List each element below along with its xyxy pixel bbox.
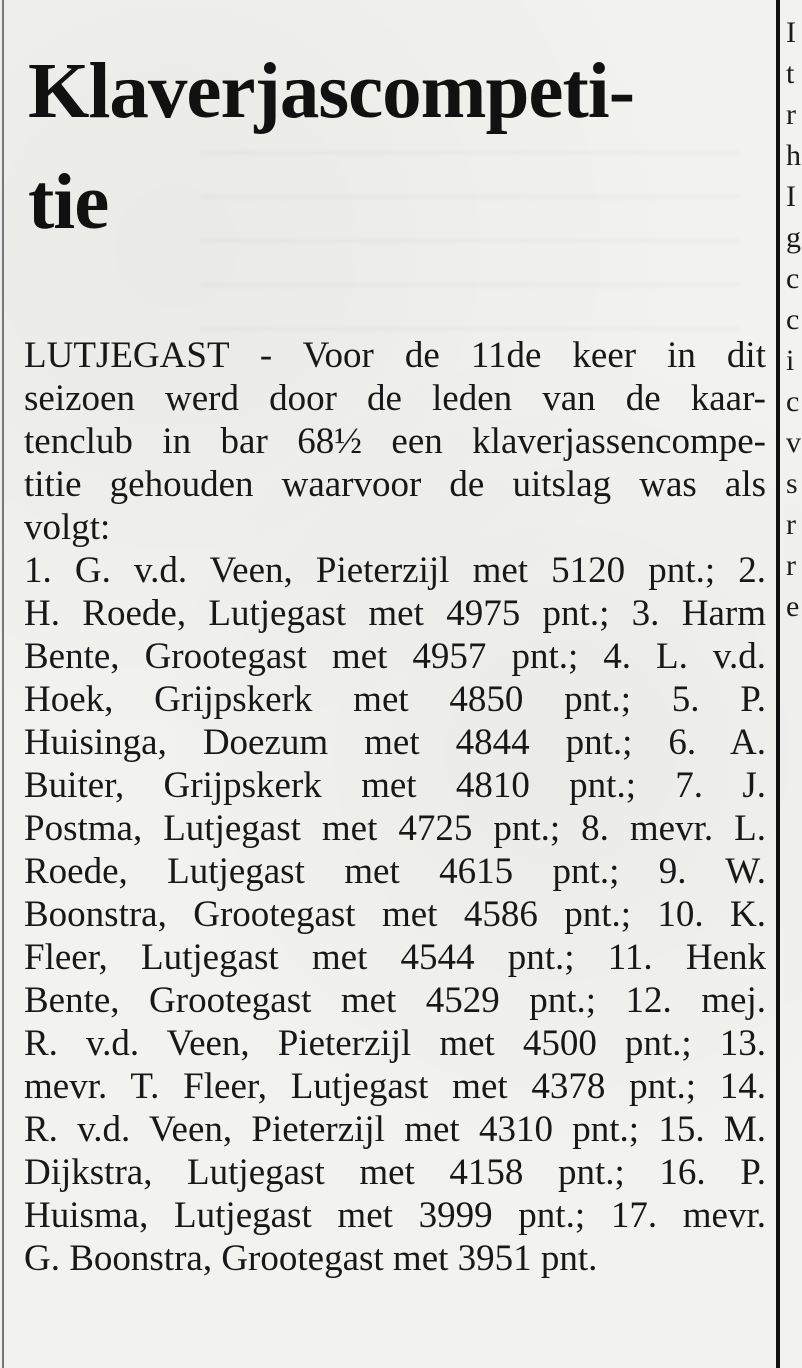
article-line: tenclub in bar 68½ een klaverjassencompe- (24, 421, 766, 462)
adjacent-column-char: c (786, 262, 800, 295)
article-body (24, 334, 766, 1280)
article-line: LUTJEGAST - Voor de 11de keer in dit (24, 335, 766, 376)
article-line: Fleer, Lutjegast met 4544 pnt.; 11. Henk (24, 937, 766, 978)
article-line: Boonstra, Grootegast met 4586 pnt.; 10. K. (24, 894, 766, 935)
adjacent-column-char: r (786, 508, 796, 541)
article-line: Dijkstra, Lutjegast met 4158 pnt.; 16. P. (24, 1152, 766, 1193)
adjacent-column-char: v (786, 426, 801, 459)
article-line: titie gehouden waarvoor de uitslag was als (24, 464, 766, 505)
article-line: R. v.d. Veen, Pieterzijl met 4500 pnt.; 13. (24, 1023, 766, 1064)
headline-line-2: tie (28, 159, 109, 246)
adjacent-column-char: h (786, 139, 801, 172)
article-line: H. Roede, Lutjegast met 4975 pnt.; 3. Harm (24, 593, 766, 634)
adjacent-column-char: I (786, 16, 796, 49)
article-line: Huisma, Lutjegast met 3999 pnt.; 17. mevr. (24, 1195, 766, 1236)
article-line: seizoen werd door de leden van de kaar- (24, 378, 766, 419)
article-line: Bente, Grootegast met 4529 pnt.; 12. mej. (24, 980, 766, 1021)
article-line: Buiter, Grijpskerk met 4810 pnt.; 7. J. (24, 765, 766, 806)
article-line: Hoek, Grijpskerk met 4850 pnt.; 5. P. (24, 679, 766, 720)
adjacent-column-char: g (786, 221, 801, 254)
article-line: 1. G. v.d. Veen, Pieterzijl met 5120 pnt.; 2. (24, 550, 766, 591)
column-divider (776, 0, 780, 1368)
adjacent-column-char: s (786, 467, 798, 500)
adjacent-column-fragment (786, 12, 802, 702)
adjacent-column-char: c (786, 385, 800, 418)
adjacent-column-char: r (786, 549, 796, 582)
article-line: R. v.d. Veen, Pieterzijl met 4310 pnt.; 15. M. (24, 1109, 766, 1150)
article-line: Huisinga, Doezum met 4844 pnt.; 6. A. (24, 722, 766, 763)
article-headline (28, 48, 728, 246)
adjacent-column-char: c (786, 303, 800, 336)
article-line: mevr. T. Fleer, Lutjegast met 4378 pnt.; 14. (24, 1066, 766, 1107)
article-line: Postma, Lutjegast met 4725 pnt.; 8. mevr. L. (24, 808, 766, 849)
article-line: volgt: (24, 507, 111, 548)
headline-line-1: Klaverjascompeti- (28, 48, 635, 135)
adjacent-column-char: e (786, 590, 800, 623)
adjacent-column-char: r (786, 98, 796, 131)
article-line: Roede, Lutjegast met 4615 pnt.; 9. W. (24, 851, 766, 892)
article-line: G. Boonstra, Grootegast met 3951 pnt. (24, 1238, 598, 1279)
adjacent-column-char: i (786, 344, 795, 377)
left-column-rule (2, 0, 4, 1368)
adjacent-column-char: I (786, 180, 796, 213)
adjacent-column-char: t (786, 57, 795, 90)
article-line: Bente, Grootegast met 4957 pnt.; 4. L. v.d. (24, 636, 766, 677)
